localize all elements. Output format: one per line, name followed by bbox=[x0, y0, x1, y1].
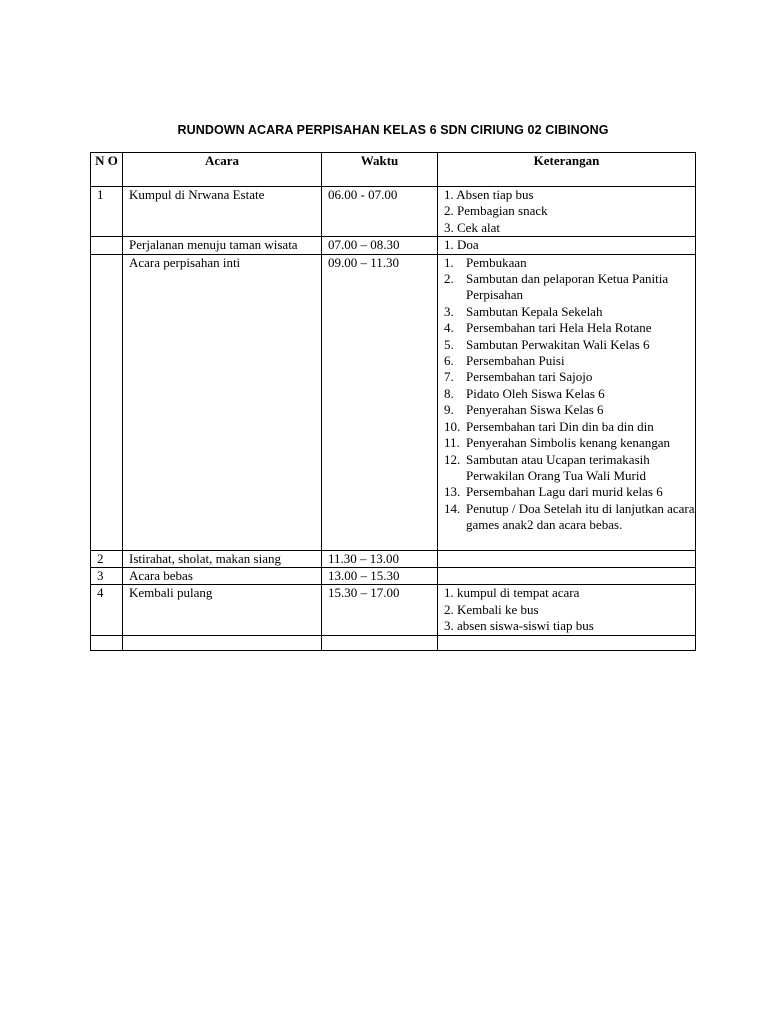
list-item bbox=[444, 271, 695, 304]
item-number: 5. bbox=[444, 336, 454, 352]
table-row bbox=[91, 254, 696, 550]
item-text: Pidato Oleh Siswa Kelas 6 bbox=[466, 385, 605, 401]
item-number: 9. bbox=[444, 402, 454, 418]
list-item bbox=[444, 419, 695, 435]
rundown-table bbox=[90, 152, 696, 651]
item-text: Persembahan Lagu dari murid kelas 6 bbox=[466, 484, 663, 500]
list-item: 3. absen siswa-siswi tiap bus bbox=[444, 618, 594, 634]
item-text: Persembahan Puisi bbox=[466, 353, 565, 369]
item-text: Penyerahan Siswa Kelas 6 bbox=[466, 402, 604, 418]
cell-acara: Kembali pulang bbox=[123, 585, 322, 635]
table-row bbox=[91, 237, 696, 254]
cell-acara: Perjalanan menuju taman wisata bbox=[123, 237, 322, 254]
cell-keterangan bbox=[438, 550, 696, 567]
item-number: 8. bbox=[444, 385, 454, 401]
cell-acara: Acara bebas bbox=[123, 568, 322, 585]
item-number: 10. bbox=[444, 418, 461, 434]
cell-acara: Kumpul di Nrwana Estate bbox=[123, 187, 322, 237]
list-item bbox=[444, 386, 695, 402]
list-item: 2. Kembali ke bus bbox=[444, 601, 539, 617]
cell-no: 1 bbox=[91, 187, 123, 237]
header-no: N O bbox=[91, 153, 123, 187]
list-item: 2. Pembagian snack bbox=[444, 203, 548, 219]
cell-keterangan bbox=[438, 635, 696, 650]
list-item: 1. Doa bbox=[444, 237, 479, 253]
cell-no: 3 bbox=[91, 568, 123, 585]
cell-waktu: 07.00 – 08.30 bbox=[322, 237, 438, 254]
list-item bbox=[444, 452, 695, 485]
cell-no bbox=[91, 635, 123, 650]
list-item bbox=[444, 435, 695, 451]
cell-no bbox=[91, 254, 123, 550]
item-number: 4. bbox=[444, 320, 454, 336]
cell-waktu bbox=[322, 635, 438, 650]
item-text: Persembahan tari Hela Hela Rotane bbox=[466, 320, 652, 336]
cell-no bbox=[91, 237, 123, 254]
list-item bbox=[444, 501, 695, 534]
item-text: Sambutan Perwakitan Wali Kelas 6 bbox=[466, 336, 650, 352]
item-number: 6. bbox=[444, 353, 454, 369]
table-header-row bbox=[91, 153, 696, 187]
list-item: 3. Cek alat bbox=[444, 219, 500, 235]
list-item bbox=[444, 369, 695, 385]
item-text: Sambutan dan pelaporan Ketua Panitia Perpisahan bbox=[466, 271, 669, 303]
cell-waktu: 11.30 – 13.00 bbox=[322, 550, 438, 567]
list-item bbox=[444, 320, 695, 336]
cell-no: 4 bbox=[91, 585, 123, 635]
header-acara: Acara bbox=[123, 153, 322, 187]
item-number: 7. bbox=[444, 369, 454, 385]
document-title: RUNDOWN ACARA PERPISAHAN KELAS 6 SDN CIRIUNG 02 CIBINONG bbox=[177, 123, 609, 137]
item-number: 11. bbox=[444, 435, 460, 451]
item-text: Sambutan atau Ucapan terimakasih Perwakilan Orang Tua Wali Murid bbox=[466, 451, 650, 483]
item-number: 3. bbox=[444, 303, 454, 319]
cell-keterangan bbox=[438, 187, 696, 237]
table-row-empty bbox=[91, 635, 696, 650]
table-row bbox=[91, 550, 696, 567]
item-text: Penutup / Doa Setelah itu di lanjutkan acara games anak2 dan acara bebas. bbox=[466, 500, 695, 533]
list-item bbox=[444, 255, 695, 271]
item-text: Pembukaan bbox=[466, 254, 527, 270]
cell-waktu: 15.30 – 17.00 bbox=[322, 585, 438, 635]
item-number: 2. bbox=[444, 271, 454, 287]
cell-waktu: 13.00 – 15.30 bbox=[322, 568, 438, 585]
item-text: Penyerahan Simbolis kenang kenangan bbox=[466, 435, 670, 451]
table-row bbox=[91, 187, 696, 237]
list-item bbox=[444, 304, 695, 320]
list-item: 1. Absen tiap bus bbox=[444, 187, 534, 202]
cell-no: 2 bbox=[91, 550, 123, 567]
table-row bbox=[91, 568, 696, 585]
item-number: 14. bbox=[444, 500, 461, 516]
item-number: 13. bbox=[444, 484, 461, 500]
cell-acara: Istirahat, sholat, makan siang bbox=[123, 550, 322, 567]
cell-waktu: 06.00 - 07.00 bbox=[322, 187, 438, 237]
list-item bbox=[444, 402, 695, 418]
header-keterangan: Keterangan bbox=[438, 153, 696, 187]
cell-keterangan bbox=[438, 237, 696, 254]
item-text: Sambutan Kepala Sekelah bbox=[466, 303, 603, 319]
item-number: 12. bbox=[444, 451, 461, 467]
list-item bbox=[444, 337, 695, 353]
list-item bbox=[444, 353, 695, 369]
cell-keterangan bbox=[438, 585, 696, 635]
item-text: Persembahan tari Din din ba din din bbox=[466, 418, 654, 434]
cell-keterangan bbox=[438, 568, 696, 585]
list-item: 1. kumpul di tempat acara bbox=[444, 585, 580, 601]
cell-waktu: 09.00 – 11.30 bbox=[322, 254, 438, 550]
header-waktu: Waktu bbox=[322, 153, 438, 187]
cell-acara: Acara perpisahan inti bbox=[123, 254, 322, 550]
cell-acara bbox=[123, 635, 322, 650]
item-number: 1. bbox=[444, 254, 454, 270]
item-text: Persembahan tari Sajojo bbox=[466, 369, 593, 385]
list-item bbox=[444, 484, 695, 500]
cell-keterangan bbox=[438, 254, 696, 550]
table-row bbox=[91, 585, 696, 635]
